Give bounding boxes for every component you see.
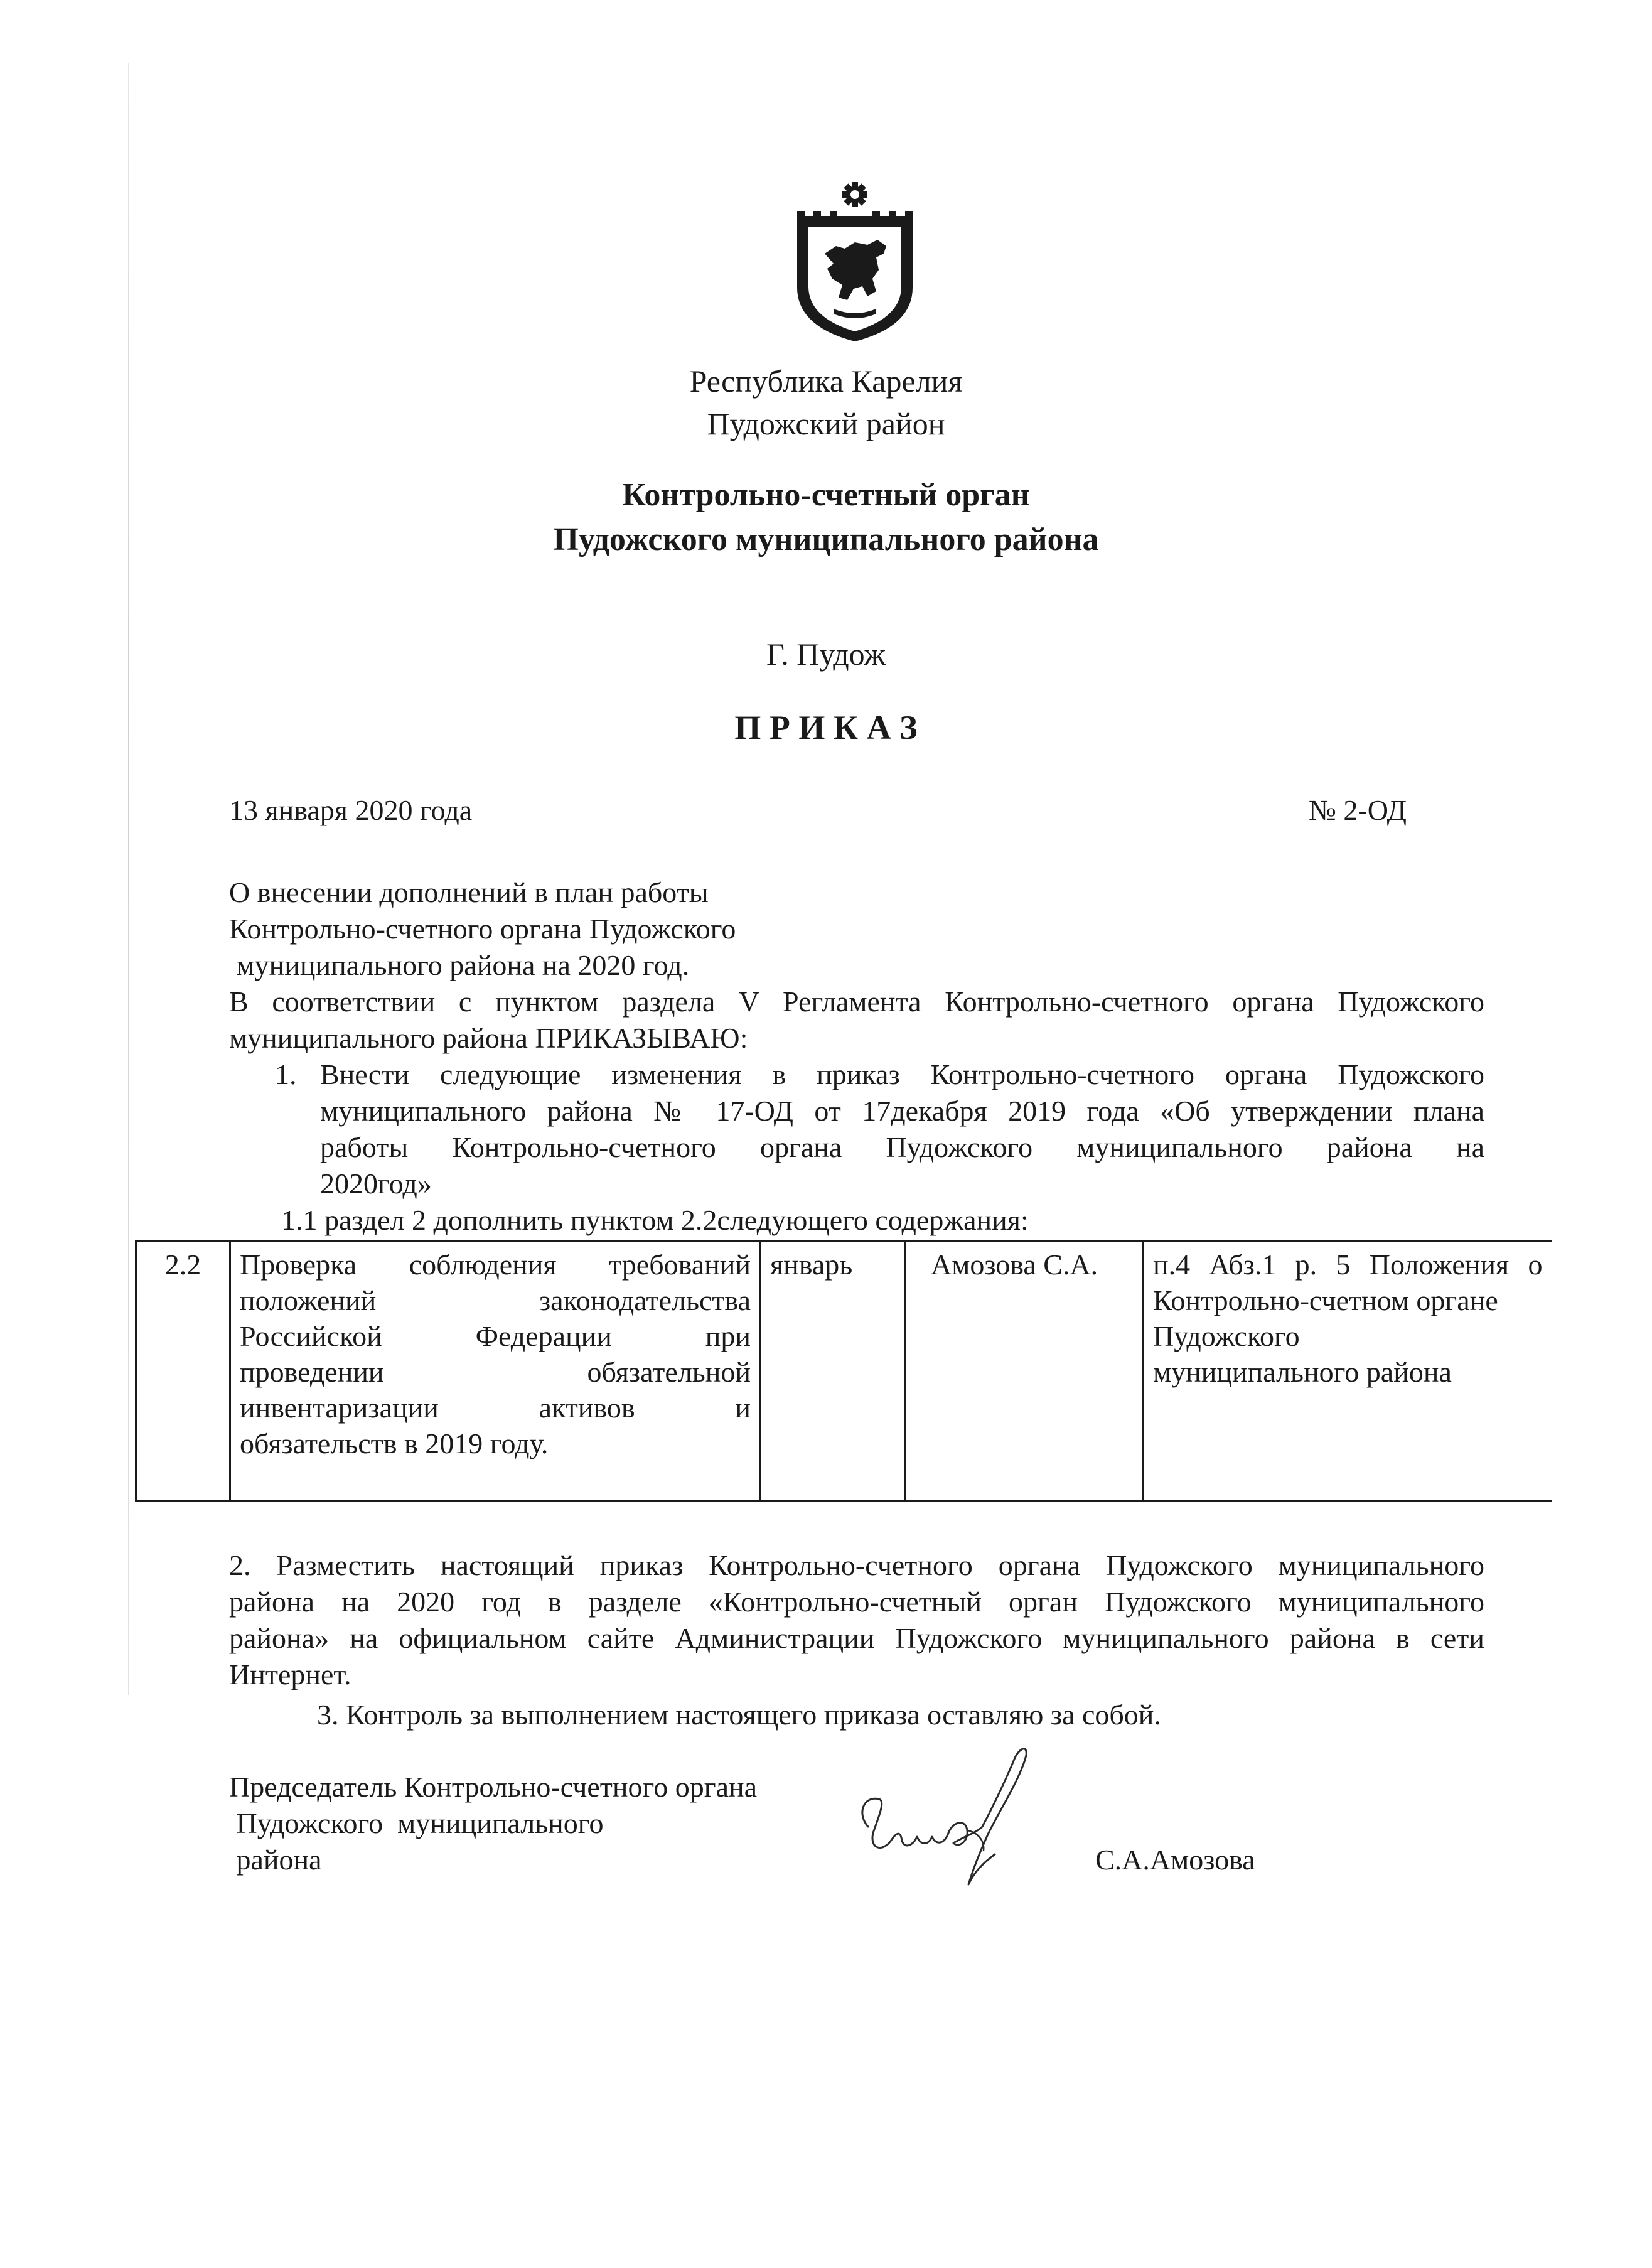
item-1-line-3: работы Контрольно-счетного органа Пудожского муниципального района на [320, 1131, 1484, 1163]
item-2-line-1: 2. Разместить настоящий приказ Контрольно-счетного органа Пудожского муниципального [229, 1549, 1484, 1581]
handwritten-signature-icon [850, 1739, 1045, 1896]
item-1-line-2: муниципального района № 17-ОД от 17декабря 2019 года «Об утверждении плана [320, 1095, 1484, 1127]
signatory-title-line-2: Пудожского муниципального [229, 1807, 604, 1839]
responsible-cell [905, 1241, 1144, 1502]
description-line: инвентаризации активов и [240, 1392, 751, 1424]
signatory-title-line-3: района [229, 1844, 322, 1876]
item-2-line-3: района» на официальном сайте Администрации Пудожского муниципального района в сети [229, 1622, 1484, 1654]
document-type-title: П Р И К А З [734, 709, 918, 746]
description-line: обязательств в 2019 году. [240, 1427, 549, 1459]
subject-line-3: муниципального района на 2020 год. [229, 949, 690, 981]
row-number-cell [136, 1241, 230, 1502]
document-number: № 2-ОД [1309, 794, 1407, 826]
plan-table [135, 1240, 1552, 1502]
description-line: Российской Федерации при [240, 1320, 751, 1352]
item-1-marker: 1. [275, 1058, 297, 1090]
item-3-text: 3. Контроль за выполнением настоящего приказа оставляю за собой. [317, 1699, 1161, 1731]
basis-line: Контрольно-счетном органе [1153, 1284, 1498, 1316]
basis-line: муниципального района [1153, 1356, 1452, 1388]
month-cell [761, 1241, 905, 1502]
city-line: Г. Пудож [766, 637, 886, 672]
description-cell [230, 1241, 761, 1502]
table-row [136, 1241, 1552, 1502]
subject-line-2: Контрольно-счетного органа Пудожского [229, 913, 736, 945]
scan-edge-line [128, 63, 129, 1695]
region-line-2: Пудожский район [707, 406, 945, 441]
description-line: Проверка соблюдения требований [240, 1249, 751, 1281]
description-line: проведении обязательной [240, 1356, 751, 1388]
org-name-line-1: Контрольно-счетный орган [622, 477, 1030, 513]
karelia-coat-of-arms-icon [792, 181, 918, 344]
item-2-line-2: района на 2020 год в разделе «Контрольно-счетный орган Пудожского муниципального [229, 1586, 1484, 1618]
responsible-person: Амозова С.А. [931, 1249, 1098, 1281]
preamble-line-1: В соответствии с пунктом раздела V Регламента Контрольно-счетного органа Пудожского [229, 986, 1484, 1018]
org-name-line-2: Пудожского муниципального района [553, 522, 1099, 557]
description-line: положений законодательства [240, 1284, 751, 1316]
basis-line: п.4 Абз.1 р. 5 Положения о [1153, 1249, 1543, 1281]
item-1-subitem: 1.1 раздел 2 дополнить пунктом 2.2следующего содержания: [281, 1204, 1029, 1236]
signatory-title-line-1: Председатель Контрольно-счетного органа [229, 1771, 758, 1803]
item-1-line-1: Внести следующие изменения в приказ Контрольно-счетного органа Пудожского [320, 1058, 1484, 1090]
subject-line-1: О внесении дополнений в план работы [229, 876, 709, 908]
region-line-1: Республика Карелия [689, 363, 963, 399]
signatory-name: С.А.Амозова [1095, 1844, 1255, 1876]
basis-cell [1144, 1241, 1552, 1502]
basis-line: Пудожского [1153, 1320, 1300, 1352]
item-2-line-4: Интернет. [229, 1658, 351, 1690]
row-number: 2.2 [164, 1249, 201, 1281]
month-value: январь [770, 1249, 853, 1281]
document-date: 13 января 2020 года [229, 794, 473, 826]
item-1-line-4: 2020год» [320, 1168, 432, 1200]
preamble-line-2: муниципального района ПРИКАЗЫВАЮ: [229, 1022, 748, 1054]
